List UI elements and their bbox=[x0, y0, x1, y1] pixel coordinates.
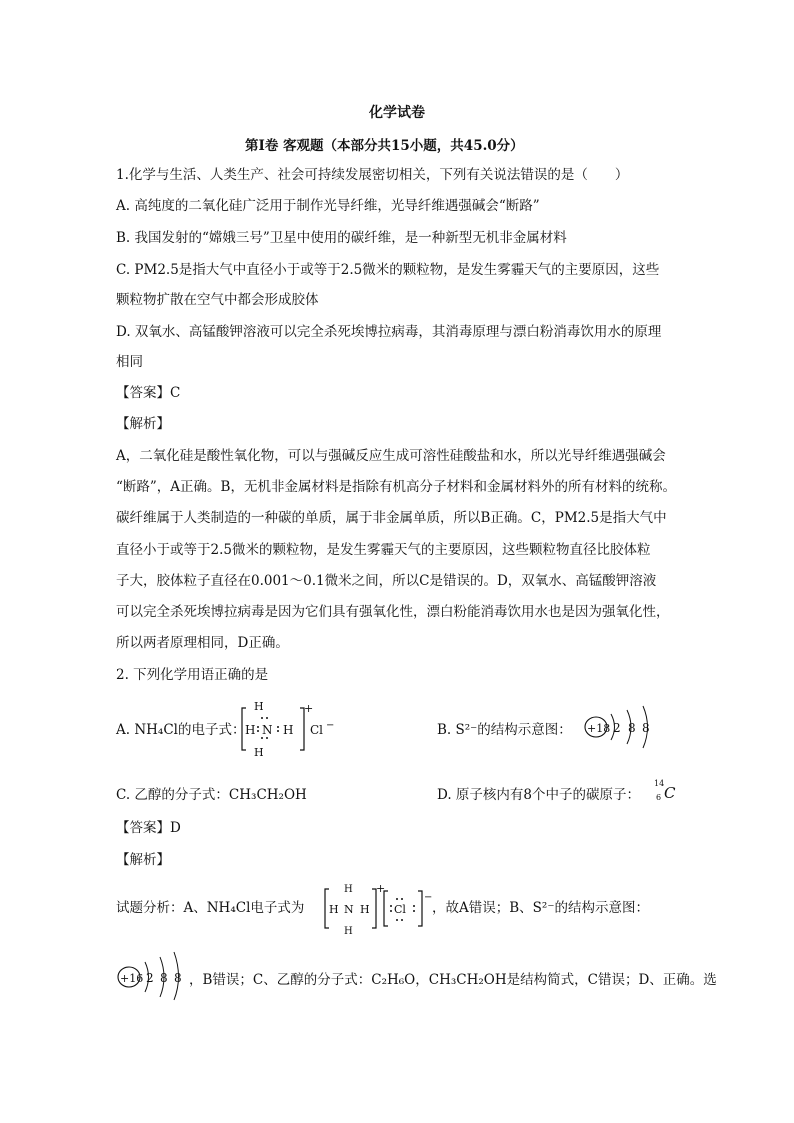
q1-analysis-line: 可以完全杀死埃博拉病毒是因为它们具有强氧化性，漂白粉能消毒饮用水也是因为强氧化性， bbox=[116, 604, 670, 620]
q2-analysis-text-cont: ，故A错误；B、S²⁻的结构示意图： bbox=[432, 900, 649, 916]
cation-charge: + bbox=[376, 882, 386, 895]
q2-option-a-label: A. NH₄Cl的电子式： bbox=[116, 722, 246, 738]
nh4cl-electron-formula-analysis bbox=[324, 882, 434, 936]
nucleus-charge: +18 bbox=[587, 722, 611, 735]
shell-electrons: 8 bbox=[160, 971, 168, 985]
h-top: H bbox=[344, 884, 353, 895]
h-bottom: H bbox=[254, 746, 264, 759]
h-right: H bbox=[360, 903, 370, 916]
cation-charge: + bbox=[304, 702, 314, 715]
carbon-symbol: C bbox=[664, 784, 676, 802]
carbon-14-nuclide-symbol bbox=[650, 776, 680, 806]
n-atom: N bbox=[262, 723, 273, 737]
page-title: 化学试卷 bbox=[369, 105, 425, 121]
q1-option-c-cont: 颗粒物扩散在空气中都会形成胶体 bbox=[116, 292, 319, 308]
q1-analysis-line: 所以两者原理相同，D正确。 bbox=[116, 635, 289, 651]
h-top: H bbox=[254, 700, 264, 713]
q2-analysis-text: 试题分析：A、NH₄Cl电子式为 bbox=[116, 900, 305, 916]
h-bottom: H bbox=[344, 926, 353, 937]
q1-analysis-line: 子大，胶体粒子直径在0.001～0.1微米之间，所以C是错误的。D，双氧水、高锰酸钾溶液 bbox=[116, 573, 657, 589]
q1-stem: 1.化学与生活、人类生产、社会可持续发展密切相关，下列有关说法错误的是（ ） bbox=[116, 167, 629, 183]
s2-ion-structure-diagram-analysis bbox=[116, 950, 188, 1000]
mass-number: 14 bbox=[654, 779, 665, 788]
q2-option-c: C. 乙醇的分子式：CH₃CH₂OH bbox=[116, 787, 307, 803]
q1-answer: 【答案】C bbox=[116, 385, 181, 401]
q1-analysis-line: A，二氧化硅是酸性氧化物，可以与强碱反应生成可溶性硅酸盐和水，所以光导纤维遇强碱会 bbox=[116, 448, 666, 464]
h-left: H bbox=[329, 903, 339, 916]
atomic-number: 6 bbox=[656, 793, 662, 802]
shell-electrons: 2 bbox=[613, 721, 621, 735]
section-heading: 第Ⅰ卷 客观题（本部分共15小题，共45.0分） bbox=[245, 138, 524, 154]
q1-option-d: D. 双氧水、高锰酸钾溶液可以完全杀死埃博拉病毒，其消毒原理与漂白粉消毒饮用水的原理 bbox=[116, 324, 662, 340]
shell-electrons: 8 bbox=[642, 721, 650, 735]
q2-answer: 【答案】D bbox=[116, 820, 181, 836]
q1-analysis-line: “断路”，A正确。B，无机非金属材料是指除有机高分子材料和金属材料外的所有材料的统称。 bbox=[116, 479, 676, 495]
q2-analysis-line-2: ，B错误；C、乙醇的分子式：C₂H₆O，CH₃CH₂OH是结构简式，C错误；D、正确。选 bbox=[189, 972, 717, 988]
shell-electrons: 8 bbox=[628, 721, 636, 735]
h-left: H bbox=[245, 723, 256, 737]
n-atom: N bbox=[344, 903, 354, 916]
q1-option-d-cont: 相同 bbox=[116, 354, 143, 370]
q1-option-a: A. 高纯度的二氧化硅广泛用于制作光导纤维，光导纤维遇强碱会“断路” bbox=[116, 198, 540, 214]
nh4cl-electron-formula bbox=[240, 700, 340, 760]
q2-analysis-label: 【解析】 bbox=[116, 852, 170, 868]
q1-analysis-line: 直径小于或等于2.5微米的颗粒物，是发生雾霾天气的主要原因，这些颗粒物直径比胶体粒 bbox=[116, 542, 651, 558]
q2-option-d-label: D. 原子核内有8个中子的碳原子： bbox=[437, 787, 641, 803]
cl-ion: Cl bbox=[394, 903, 406, 916]
h-right: H bbox=[283, 723, 294, 737]
q2-option-b-label: B. S²⁻的结构示意图： bbox=[437, 722, 572, 738]
s2-ion-structure-diagram bbox=[583, 702, 663, 752]
shell-electrons: 2 bbox=[146, 971, 154, 985]
anion-charge: − bbox=[424, 892, 433, 903]
cl-ion: Cl bbox=[310, 723, 324, 737]
q1-option-b: B. 我国发射的“嫦娥三号”卫星中使用的碳纤维，是一种新型无机非金属材料 bbox=[116, 230, 567, 246]
nucleus-charge: +16 bbox=[120, 972, 144, 985]
shell-electrons: 8 bbox=[174, 971, 182, 985]
q1-option-c: C. PM2.5是指大气中直径小于或等于2.5微米的颗粒物，是发生雾霾天气的主要原因，这些 bbox=[116, 262, 660, 278]
q2-stem: 2. 下列化学用语正确的是 bbox=[116, 667, 269, 683]
q1-analysis-line: 碳纤维属于人类制造的一种碳的单质，属于非金属单质，所以B正确。C，PM2.5是指大气中 bbox=[116, 510, 667, 526]
anion-charge: − bbox=[326, 720, 335, 731]
q1-analysis-label: 【解析】 bbox=[116, 416, 170, 432]
